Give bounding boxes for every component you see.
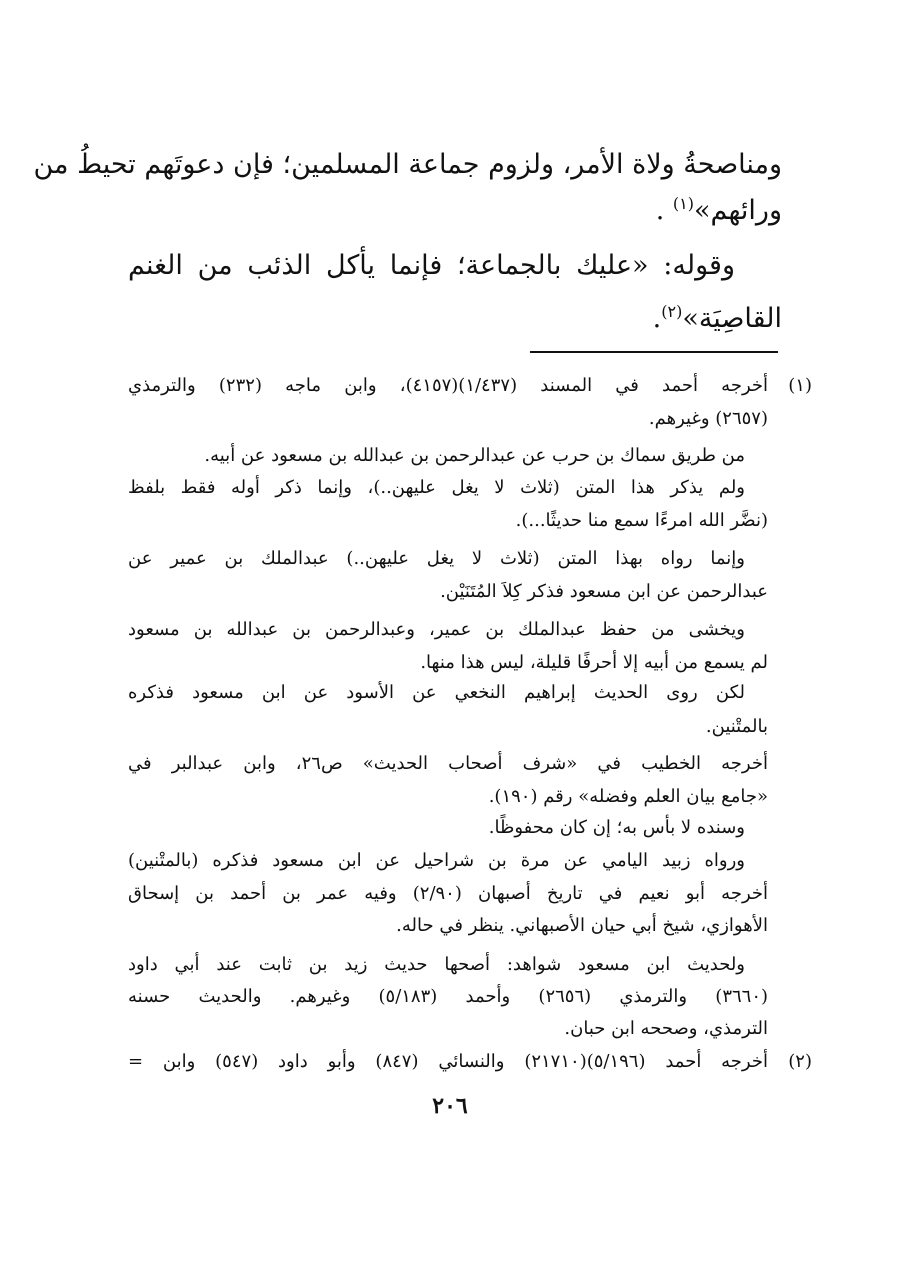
footnote-line: عبدالرحمن عن ابن مسعود فذكر كِلاَ المُتَنَيْن. (440, 581, 768, 602)
footnote-line: من طريق سماك بن حرب عن عبدالرحمن بن عبدالله بن مسعود عن أبيه. (204, 445, 745, 466)
footnote-line: ولحديث ابن مسعود شواهد: أصحها حديث زيد بن ثابت عند أبي داود (128, 954, 745, 975)
footnote-separator (530, 351, 778, 353)
footnote-line: بالمتْنين. (705, 716, 768, 737)
main-text-line (0, 292, 900, 339)
footnote-number: (٢) (788, 1051, 812, 1072)
main-text-line: ومناصحةُ ولاة الأمر، ولزوم جماعة المسلمين؛ فإن دعوتَهم تحيطُ من (33, 149, 782, 180)
main-text-line (0, 184, 900, 231)
footnote-line: لم يسمع من أبيه إلا أحرفًا قليلة، ليس هذا منها. (420, 652, 768, 673)
footnote-line: وإنما رواه بهذا المتن (ثلاث لا يغل عليهن..) عبدالملك بن عمير عن (128, 548, 745, 569)
line-text: ورائهم» (693, 195, 782, 226)
footnote-line: وسنده لا بأس به؛ إن كان محفوظًا. (488, 817, 745, 838)
main-text-line: وقوله: «عليك بالجماعة؛ فإنما يأكل الذئب من الغنم (128, 250, 735, 281)
footnote-line: (٣٦٦٠) والترمذي (٢٦٥٦) وأحمد (٥/١٨٣) وغيرهم. والحديث حسنه (128, 986, 769, 1007)
footnote-line: ويخشى من حفظ عبدالملك بن عمير، وعبدالرحمن بن عبدالله بن مسعود (128, 619, 745, 640)
line-text: القاصِيَة» (682, 303, 782, 334)
footnote-line: أخرجه الخطيب في «شرف أصحاب الحديث» ص٢٦، وابن عبدالبر في (128, 753, 768, 774)
line-text: . (652, 303, 662, 334)
page-number: ٢٠٦ (432, 1093, 468, 1119)
footnote-line: (نضَّر الله امرءًا سمع منا حديثًا...). (515, 510, 768, 531)
footnote-line: (٢٦٥٧) وغيرهم. (648, 408, 768, 429)
footnote-line: أخرجه أبو نعيم في تاريخ أصبهان (٢/٩٠) وفيه عمر بن أحمد بن إسحاق (128, 883, 769, 904)
footnote-line: لكن روى الحديث إبراهيم النخعي عن الأسود عن ابن مسعود فذكره (128, 682, 745, 703)
footnote-reference: (١) (672, 194, 694, 213)
footnote-line: ولم يذكر هذا المتن (ثلاث لا يغل عليهن..)، وإنما ذكر أوله فقط بلفظ (128, 477, 745, 498)
footnote-line: أخرجه أحمد (٥/١٩٦)(٢١٧١٠) والنسائي (٨٤٧) وأبو داود (٥٤٧) وابن = (128, 1051, 768, 1072)
footnote-line: أخرجه أحمد في المسند (١/٤٣٧)(٤١٥٧)، وابن ماجه (٢٣٢) والترمذي (128, 375, 769, 396)
footnote-number: (١) (788, 375, 812, 396)
line-text: . (655, 195, 665, 226)
footnote-line: ورواه زبيد اليامي عن مرة بن شراحيل عن ابن مسعود فذكره (بالمتْنين) (128, 850, 745, 871)
footnote-line: «جامع بيان العلم وفضله» رقم (١٩٠). (488, 786, 768, 807)
footnote-line: الترمذي، وصححه ابن حبان. (564, 1018, 768, 1039)
footnote-reference: (٢) (661, 302, 683, 321)
footnote-line: الأهوازي، شيخ أبي حيان الأصبهاني. ينظر في حاله. (396, 915, 768, 936)
